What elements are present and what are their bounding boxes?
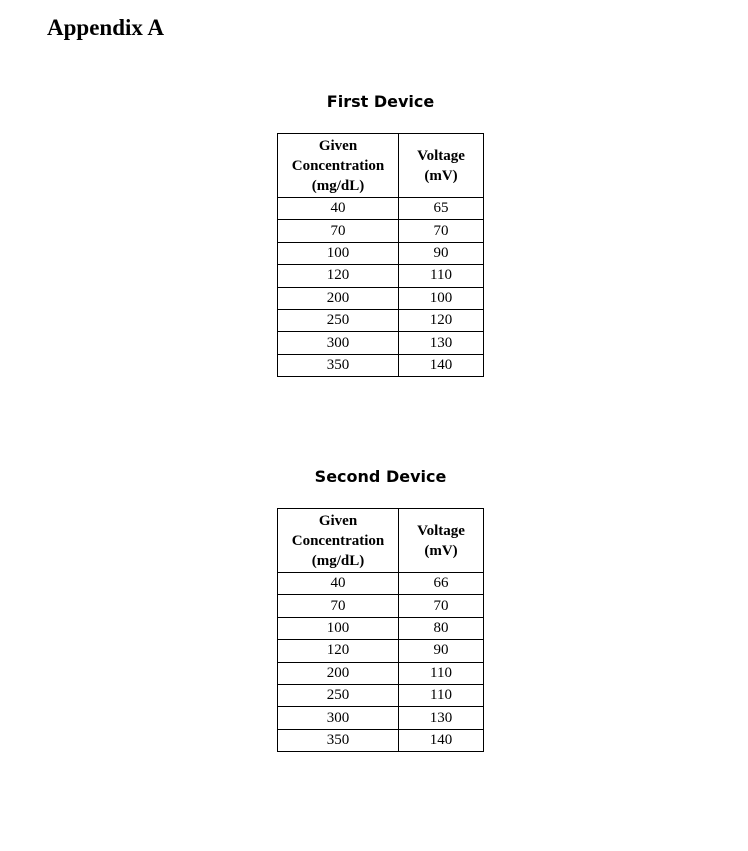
concentration-header: Given Concentration (mg/dL) <box>278 134 399 198</box>
concentration-cell: 40 <box>278 573 399 595</box>
voltage-cell: 70 <box>399 595 484 617</box>
concentration-cell: 250 <box>278 684 399 706</box>
second-device-title: Second Device <box>314 467 447 486</box>
voltage-cell: 65 <box>399 198 484 220</box>
table-row <box>278 573 484 595</box>
voltage-cell: 80 <box>399 617 484 639</box>
concentration-cell: 250 <box>278 309 399 331</box>
voltage-cell: 130 <box>399 332 484 354</box>
concentration-header: Given Concentration (mg/dL) <box>278 509 399 573</box>
concentration-cell: 350 <box>278 354 399 376</box>
concentration-cell: 40 <box>278 198 399 220</box>
concentration-cell: 120 <box>278 640 399 662</box>
voltage-cell: 100 <box>399 287 484 309</box>
table-header-row <box>278 134 484 198</box>
table-header-row <box>278 509 484 573</box>
table-row <box>278 287 484 309</box>
first-device-table <box>277 133 484 377</box>
table-row <box>278 684 484 706</box>
table-row <box>278 354 484 376</box>
concentration-cell: 120 <box>278 265 399 287</box>
first-device-title: First Device <box>326 92 435 111</box>
concentration-cell: 200 <box>278 662 399 684</box>
concentration-cell: 350 <box>278 729 399 751</box>
table-row <box>278 265 484 287</box>
table-row <box>278 309 484 331</box>
voltage-header: Voltage (mV) <box>399 509 484 573</box>
voltage-cell: 90 <box>399 640 484 662</box>
table-row <box>278 198 484 220</box>
voltage-header: Voltage (mV) <box>399 134 484 198</box>
table-row <box>278 595 484 617</box>
concentration-cell: 70 <box>278 595 399 617</box>
voltage-cell: 90 <box>399 242 484 264</box>
voltage-cell: 140 <box>399 729 484 751</box>
voltage-cell: 70 <box>399 220 484 242</box>
table-row <box>278 662 484 684</box>
voltage-cell: 120 <box>399 309 484 331</box>
concentration-cell: 200 <box>278 287 399 309</box>
voltage-cell: 110 <box>399 684 484 706</box>
table-row <box>278 729 484 751</box>
second-device-table <box>277 508 484 752</box>
concentration-cell: 100 <box>278 242 399 264</box>
table-row <box>278 617 484 639</box>
voltage-cell: 140 <box>399 354 484 376</box>
table-row <box>278 707 484 729</box>
voltage-cell: 66 <box>399 573 484 595</box>
table-row <box>278 242 484 264</box>
voltage-cell: 130 <box>399 707 484 729</box>
voltage-cell: 110 <box>399 662 484 684</box>
concentration-cell: 70 <box>278 220 399 242</box>
table-row <box>278 220 484 242</box>
concentration-cell: 300 <box>278 707 399 729</box>
table-row <box>278 332 484 354</box>
concentration-cell: 300 <box>278 332 399 354</box>
voltage-cell: 110 <box>399 265 484 287</box>
appendix-heading: Appendix A <box>47 15 164 40</box>
concentration-cell: 100 <box>278 617 399 639</box>
table-row <box>278 640 484 662</box>
